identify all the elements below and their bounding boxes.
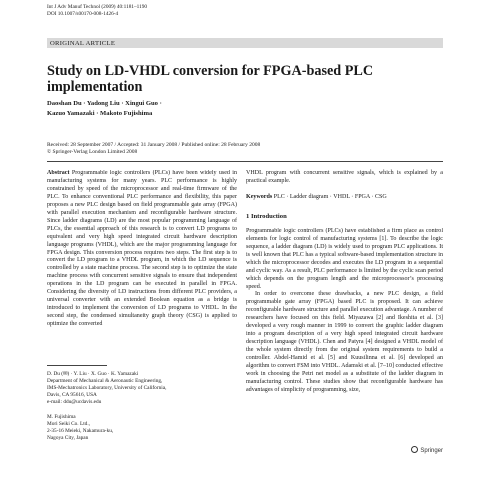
affiliation-line: M. Fujishima [47, 414, 76, 420]
article-type-label: ORIGINAL ARTICLE [50, 39, 116, 47]
header-divider [47, 161, 443, 162]
affiliation-line: 2-35-16 Meieki, Nakamura-ku, [47, 428, 114, 434]
introduction-body [246, 228, 443, 448]
author-list [47, 99, 367, 119]
affiliation-line: IMS-Mechatronics Laboratory, University of California, [47, 385, 167, 391]
abstract-heading: Abstract [47, 170, 70, 176]
publisher-name: Springer [420, 448, 443, 454]
journal-citation [47, 4, 147, 18]
affiliation-block-mori-seiki [47, 414, 237, 442]
affiliations [47, 371, 237, 450]
date-history: Received: 28 September 2007 / Accepted: 31 January 2008 / Published online: 28 February 2008 [47, 142, 261, 148]
abstract-continuation: VHDL program with concurrent sensitive signals, which is explained by a practical example. [246, 170, 443, 184]
springer-horse-icon [411, 446, 418, 453]
copyright-line: © Springer-Verlag London Limited 2008 [47, 149, 138, 156]
section-heading-introduction: 1 Introduction [246, 212, 287, 220]
affiliation-line: Department of Mechanical & Aeronautic Engineering, [47, 378, 163, 384]
author-line: Daoshan Du · Yadong Liu · Xingui Guo · [47, 100, 162, 107]
publication-dates [47, 142, 260, 157]
affiliation-block-ucdavis [47, 371, 237, 406]
paragraph: Programmable logic controllers (PLCs) have established a firm place as control elements for logic control of manufacturing systems [1]. To describe the logic sequence, a ladder diagram (LD) is widely used to program PLC applications. It is well known that PLC has a typical software-based implementation structure in which the microprocessor decodes and executes the LD program in a sequential and cyclic way. As a result, PLC performance is limited by the cyclic scan period which depends on the program length and the microprocessor’s processing speed. [246, 227, 443, 290]
right-column [246, 170, 443, 448]
keywords-list: PLC · Ladder diagram · VHDL · FPGA · CSG [273, 193, 387, 200]
author-line: Kazuo Yamazaki · Makoto Fujishima [47, 110, 153, 117]
doi-line: DOI 10.1007/s00170-008-1426-4 [47, 11, 119, 17]
affiliation-line: Nagoya City, Japan [47, 435, 89, 441]
affiliation-line: D. Du (✉) · Y. Liu · X. Guo · K. Yamazaki [47, 371, 139, 377]
publisher-mark [411, 446, 443, 455]
keywords-heading: Keywords [246, 193, 273, 200]
affiliation-email: e-mail: ddu@ucdavis.edu [47, 399, 102, 405]
affiliation-line: Davis, CA 95616, USA [47, 392, 97, 398]
footnote-divider [47, 365, 107, 366]
abstract-text: Programmable logic controllers (PLCs) have been widely used in manufacturing systems for many years. PLC performance is highly constrained by speed of the microprocessor and real-time firmware of the PLC. To enhance conventional PLC performance and flexibility, this paper proposes a new PLC design based on field programmable gate array (FPGA) with parallel execution mechanism and reconfigurable hardware structure. Since ladder diagrams (LD) are the most popular programming language of PLCs, the essential approach of this research is to convert LD programs to equivalent and very high speed integrated circuit hardware description language programs (VHDL), which are the major programming language for FPGA design. This conversion process requires two steps. The first step is to convert the LD program to a VHDL program, in which the LD sequence is controlled by a state machine process. The second step is to optimize the state machine process with concurrent sensitive signals to ensure that independent operations in the LD program can be executed in parallel in FPGA. Considering the diversity of LD instructions from different PLC providers, a universal converter with an extended Boolean equation as a bridge is introduced to implement the conversion of LD programs to VHDL. In the second step, the condensed simultaneity graph theory (CSG) is applied to optimize the converted [47, 170, 237, 328]
article-title: Study on LD-VHDL conversion for FPGA-based PLC implementation [47, 63, 374, 95]
paragraph: In order to overcome these drawbacks, a new PLC design, a field programmable gate array (FPGA) based PLC is proposed. It can achieve reconfigurable hardware structure and parallel execution advantage. A number of researchers have focused on this field. Miyazawa [2] and Ikeshita et al. [3] developed a very rough manner in 1999 to convert the graphic ladder diagram into a program description of a very high speed integrated circuit hardware description language (VHDL). Chen and Patyra [4] designed a VHDL model of the whole system directly from the original system requirements to build a controller. Abdel-Hamid et al. [5] and Kuusilinna et al. [6] developed an algorithm to convert FSM into VHDL. Adamski et al. [7–10] conducted effective work in choosing the Petri net model as a substitute of the ladder diagram in manufacturing control. These studies show that reconfigurable hardware has advantages of simplicity of programming, size, [246, 291, 443, 393]
journal-volume-line: Int J Adv Manuf Technol (2009) 40:1181–1190 [47, 4, 148, 10]
affiliation-line: Mori Seiki Co. Ltd., [47, 421, 90, 427]
keywords [246, 194, 443, 202]
abstract-block [47, 170, 237, 360]
